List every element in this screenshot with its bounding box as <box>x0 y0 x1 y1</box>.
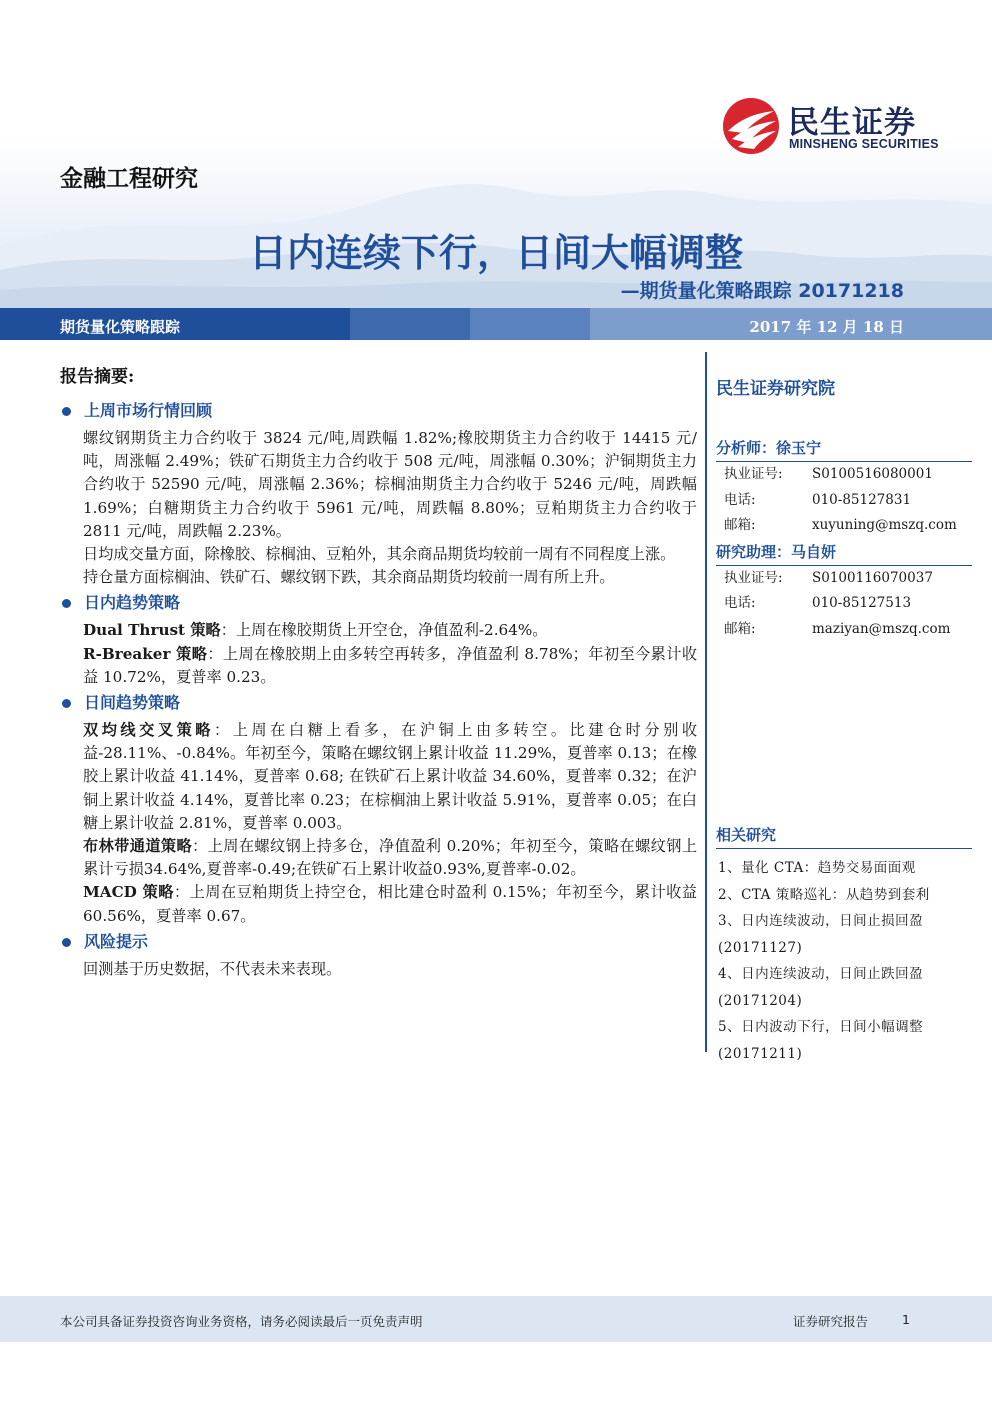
paragraph: 螺纹钢期货主力合约收于 3824 元/吨,周跌幅 1.82%;橡胶期货主力合约收于 14415 元/吨，周涨幅 2.49%；铁矿石期货主力合约收于 508 元/吨，周涨幅 0.30%；沪铜期货主力合约收于 52590 元/吨，周涨幅 2.36%；棕榈油期货主力合约收于 5246 元/吨，周跌幅 1.69%；白糖期货主力合约收于 5961 元/吨，周跌幅 8.80%；豆粕期货主力合约收于 2811 元/吨，周跌幅 2.23%。 <box>83 429 697 540</box>
contact-row: 执业证号: S0100116070037 <box>724 569 933 586</box>
footer-doc-type: 证券研究报告 <box>793 1314 869 1329</box>
page-number: 1 <box>902 1312 910 1327</box>
related-item[interactable]: 2、CTA 策略巡礼：从趋势到套利 <box>718 886 930 903</box>
assistant-block <box>716 541 972 643</box>
strategy-name: R-Breaker 策略 <box>83 644 208 663</box>
section-heading: 上周市场行情回顾 <box>60 399 697 423</box>
band-segment <box>350 308 470 340</box>
paragraph: 布林带通道策略：上周在螺纹钢上持多仓，净值盈利 0.20%；年初至今，策略在螺纹钢上累计亏损34.64%,夏普率-0.49;在铁矿石上累计收益0.93%,夏普率-0.02。 <box>83 837 698 879</box>
sidebar <box>716 362 972 1067</box>
strategy-name: MACD 策略 <box>83 883 174 902</box>
paragraph: 双均线交叉策略：上周在白糖上看多，在沪铜上由多转空。比建仓时分别收益-28.11%、-0.84%。年初至今，策略在螺纹钢上累计收益 11.29%，夏普率 0.13；在橡胶上累计收益 41.14%，夏普率 0.68; 在铁矿石上累计收益 34.60%，夏普率 0.32；在沪铜上累计收益 4.14%，夏普比率 0.23；在棕榈油上累计收益 5.91%，夏普率 0.05；在白糖上累计收益 2.81%，夏普率 0.003。 <box>83 721 698 832</box>
assistant-heading: 研究助理：马自妍 <box>716 541 972 566</box>
analyst-heading: 分析师：徐玉宁 <box>716 437 972 462</box>
contact-row: 电话: 010-85127831 <box>724 491 912 508</box>
footer-disclaimer: 本公司具备证券投资咨询业务资格，请务必阅读最后一页免责声明 <box>60 1314 423 1329</box>
band-segment <box>470 308 590 340</box>
strategy-name: 布林带通道策略 <box>83 837 193 856</box>
strategy-name: 双均线交叉策略 <box>83 721 214 740</box>
related-research <box>716 824 972 1067</box>
section-heading: 日间趋势策略 <box>60 691 697 715</box>
contact-row: 邮箱: maziyan@mszq.com <box>716 617 972 643</box>
band-series-name: 期货量化策略跟踪 <box>60 318 181 336</box>
bullet-icon <box>62 699 71 708</box>
band-date: 2017 年 12 月 18 日 <box>749 318 904 336</box>
institute-name: 民生证券研究院 <box>716 379 835 399</box>
paragraph: MACD 策略：上周在豆粕期货上持空仓，相比建仓时盈利 0.15%；年初至今，累计收益 60.56%，夏普率 0.67。 <box>83 883 697 925</box>
abstract-title: 报告摘要: <box>60 367 135 387</box>
report-title: 日内连续下行，日间大幅调整 <box>248 231 743 275</box>
brand-name-en: MINSHENG SECURITIES <box>789 137 939 151</box>
email-link[interactable]: maziyan@mszq.com <box>812 620 951 637</box>
title-band <box>0 308 992 340</box>
report-subtitle: —期货量化策略跟踪 20171218 <box>620 280 904 302</box>
paragraph: Dual Thrust 策略：上周在橡胶期货上开空仓，净值盈利-2.64%。 <box>83 621 548 640</box>
section-heading: 风险提示 <box>60 930 697 954</box>
section-interday-strategy <box>60 691 697 928</box>
section-heading: 日内趋势策略 <box>60 591 697 615</box>
paragraph: 日均成交量方面，除橡胶、棕榈油、豆粕外，其余商品期货均较前一周有不同程度上涨。 <box>83 545 676 564</box>
section-risk <box>60 930 697 981</box>
related-heading: 相关研究 <box>716 824 972 849</box>
brand-logo <box>722 95 962 157</box>
related-item[interactable]: 3、日内连续波动，日间止损回盈 (20171127) <box>718 913 924 956</box>
bullet-icon <box>62 407 71 416</box>
email-link[interactable]: xuyuning@mszq.com <box>812 517 957 533</box>
section-market-review <box>60 399 697 589</box>
contact-row: 执业证号: S0100516080001 <box>724 466 933 482</box>
minsheng-logo-icon <box>722 97 780 155</box>
brand-name-cn: 民生证券 <box>788 105 916 141</box>
department-label: 金融工程研究 <box>60 166 198 192</box>
related-item[interactable]: 5、日内波动下行，日间小幅调整 (20171211) <box>718 1019 924 1062</box>
strategy-name: Dual Thrust 策略 <box>83 621 221 640</box>
column-divider <box>705 352 707 1052</box>
paragraph: 持仓量方面棕榈油、铁矿石、螺纹钢下跌，其余商品期货均较前一周有所上升。 <box>83 568 615 587</box>
paragraph: R-Breaker 策略：上周在橡胶期上由多转空再转多，净值盈利 8.78%；年初至今累计收益 10.72%，夏普率 0.23。 <box>83 644 698 686</box>
abstract-column <box>60 362 697 981</box>
contact-row: 电话: 010-85127513 <box>724 595 912 611</box>
analyst-block <box>716 437 972 539</box>
paragraph: 回测基于历史数据，不代表未来表现。 <box>83 959 342 978</box>
section-intraday-strategy <box>60 591 697 689</box>
page-footer <box>0 1296 992 1342</box>
related-item[interactable]: 1、量化 CTA：趋势交易面面观 <box>718 860 916 876</box>
contact-row: 邮箱: xuyuning@mszq.com <box>716 513 972 539</box>
related-item[interactable]: 4、日内连续波动，日间止跌回盈 (20171204) <box>718 966 924 1009</box>
bullet-icon <box>62 599 71 608</box>
bullet-icon <box>62 938 71 947</box>
